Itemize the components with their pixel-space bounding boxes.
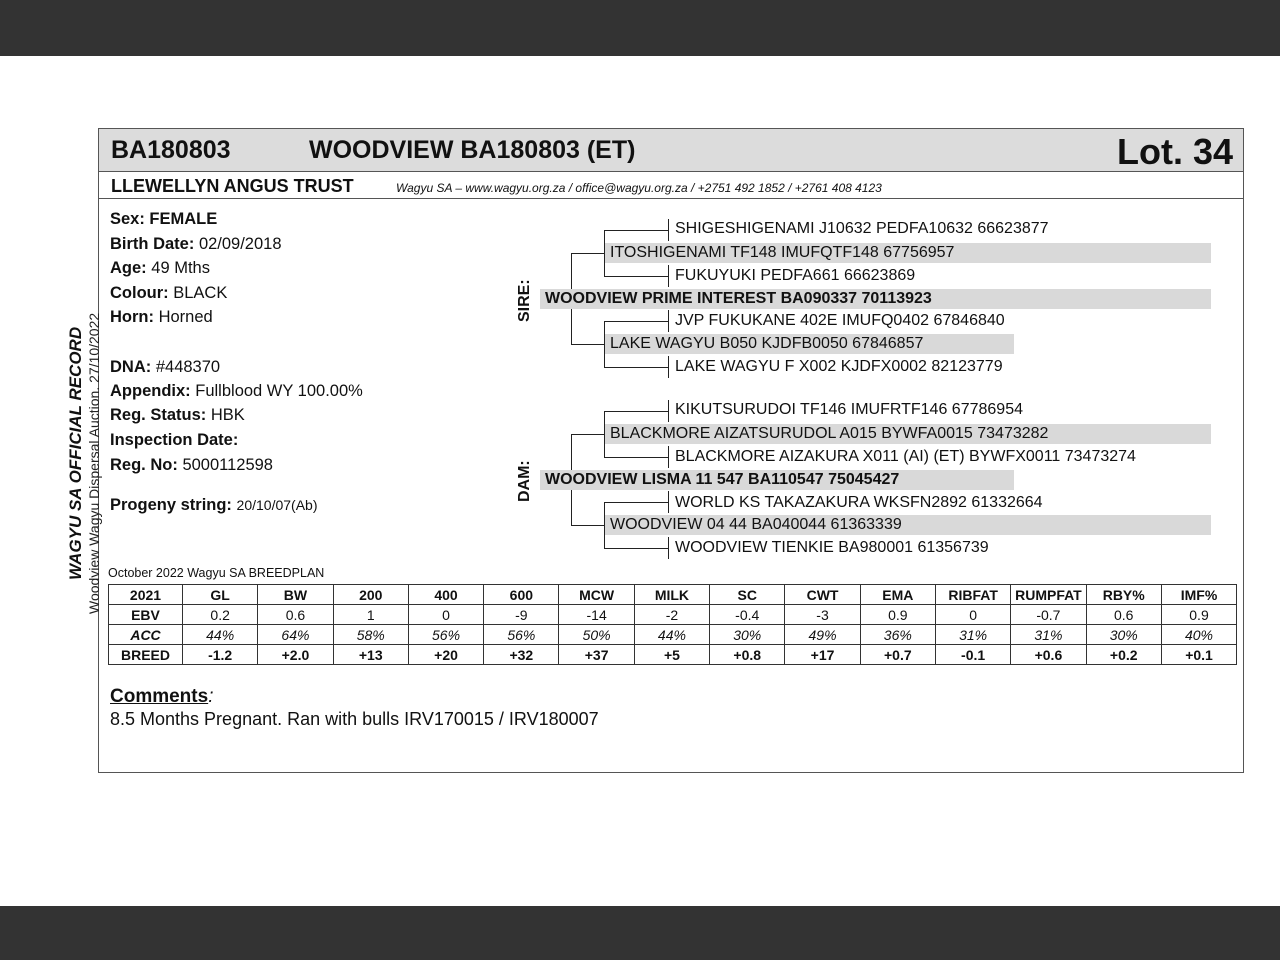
colour-label: Colour: <box>110 284 169 302</box>
table-cell: 30% <box>1086 625 1161 645</box>
pedigree-line <box>571 525 604 526</box>
table-cell: +13 <box>333 645 408 665</box>
reg-no-value: 5000112598 <box>182 456 273 474</box>
pedigree-sire-sire-sire: SHIGESHIGENAMI J10632 PEDFA10632 66623877 <box>675 220 1049 237</box>
auction-label: Woodview Wagyu Dispersal Auction. 27/10/2022 <box>86 312 102 614</box>
pedigree-line <box>668 400 669 422</box>
table-cell: 50% <box>559 625 634 645</box>
progeny-value: 20/10/07(Ab) <box>236 497 318 513</box>
pedigree-line <box>668 446 669 468</box>
reg-status-label: Reg. Status: <box>110 406 207 424</box>
colour-field <box>110 284 227 303</box>
table-cell: 36% <box>860 625 935 645</box>
birth-date-label: Birth Date: <box>110 235 195 253</box>
reg-no-label: Reg. No: <box>110 456 178 474</box>
header-cell: MCW <box>559 585 634 605</box>
pedigree-line <box>668 219 669 241</box>
comments-text: 8.5 Months Pregnant. Ran with bulls IRV170015 / IRV180007 <box>110 709 599 729</box>
pedigree-line <box>571 253 604 254</box>
pedigree-line <box>668 537 669 559</box>
table-cell: 0.2 <box>183 605 258 625</box>
table-cell: +37 <box>559 645 634 665</box>
table-cell: +0.1 <box>1161 645 1236 665</box>
comments-colon: : <box>208 686 214 707</box>
table-cell: -0.4 <box>710 605 785 625</box>
pedigree-dam-sire: BLACKMORE AIZATSURUDOL A015 BYWFA0015 73473282 <box>605 424 1211 444</box>
pedigree-sire-sire-dam: FUKUYUKI PEDFA661 66623869 <box>675 267 916 284</box>
table-cell: -1.2 <box>183 645 258 665</box>
title-bar <box>99 129 1243 172</box>
pedigree-line <box>604 457 669 458</box>
pedigree-line <box>668 310 669 332</box>
table-cell: 0 <box>408 605 483 625</box>
table-row <box>109 585 1237 605</box>
inspection-date-label: Inspection Date: <box>110 431 239 449</box>
table-cell: 0.6 <box>258 605 333 625</box>
table-cell: +0.6 <box>1011 645 1086 665</box>
breedplan-table <box>108 584 1237 665</box>
table-cell: 0 <box>935 605 1010 625</box>
table-cell: 30% <box>710 625 785 645</box>
table-cell: 0.9 <box>860 605 935 625</box>
table-row <box>109 605 1237 625</box>
pedigree-dam-dam-sire: WORLD KS TAKAZAKURA WKSFN2892 61332664 <box>675 494 1043 511</box>
header-cell: 600 <box>484 585 559 605</box>
header-cell: CWT <box>785 585 860 605</box>
pedigree-sire-dam-dam: LAKE WAGYU F X002 KJDFX0002 82123779 <box>675 358 1003 375</box>
progeny-label: Progeny string: <box>110 496 232 514</box>
pedigree-dam-sire-sire: KIKUTSURUDOI TF146 IMUFRTF146 67786954 <box>675 401 1023 418</box>
appendix-value: Fullblood WY 100.00% <box>195 382 363 400</box>
lot-number: Lot. 34 <box>1116 131 1233 172</box>
table-cell: -0.1 <box>935 645 1010 665</box>
header-cell: IMF% <box>1161 585 1236 605</box>
pedigree-line <box>571 434 604 435</box>
pedigree-line <box>604 230 669 231</box>
table-cell: +5 <box>634 645 709 665</box>
header-cell: RUMPFAT <box>1011 585 1086 605</box>
table-cell: 0.6 <box>1086 605 1161 625</box>
header-cell: GL <box>183 585 258 605</box>
table-cell: -3 <box>785 605 860 625</box>
top-letterbox-bar <box>0 0 1280 56</box>
reg-status-field <box>110 406 245 425</box>
table-row <box>109 625 1237 645</box>
age-value: 49 Mths <box>151 259 210 277</box>
pedigree-line <box>668 356 669 378</box>
owner-row <box>99 172 1243 199</box>
table-cell: +0.7 <box>860 645 935 665</box>
header-cell: 400 <box>408 585 483 605</box>
dna-label: DNA: <box>110 358 152 376</box>
pedigree-line <box>571 344 604 345</box>
table-cell: 56% <box>408 625 483 645</box>
table-cell: -9 <box>484 605 559 625</box>
horn-value: Horned <box>158 308 213 326</box>
pedigree-dam-dam-dam: WOODVIEW TIENKIE BA980001 61356739 <box>675 539 989 556</box>
appendix-field <box>110 382 363 401</box>
pedigree-dam-sire-dam: BLACKMORE AIZAKURA X011 (AI) (ET) BYWFX0011 73473274 <box>675 448 1136 465</box>
table-cell: +2.0 <box>258 645 333 665</box>
reg-no-field <box>110 456 273 475</box>
table-row <box>109 645 1237 665</box>
header-cell: EMA <box>860 585 935 605</box>
dam-label: DAM: <box>516 460 533 502</box>
header-cell: BW <box>258 585 333 605</box>
header-cell: SC <box>710 585 785 605</box>
row-label: EBV <box>109 605 183 625</box>
table-cell: 44% <box>634 625 709 645</box>
owner-name: LLEWELLYN ANGUS TRUST <box>111 176 354 196</box>
contact-info: Wagyu SA – www.wagyu.org.za / office@wagyu.org.za / +2751 492 1852 / +2761 408 4123 <box>396 181 882 195</box>
table-cell: 44% <box>183 625 258 645</box>
sex-field <box>110 210 217 229</box>
pedigree-sire-sire: ITOSHIGENAMI TF148 IMUFQTF148 67756957 <box>605 243 1211 263</box>
official-record-label: WAGYU SA OFFICIAL RECORD <box>66 326 85 580</box>
inspection-date-field <box>110 431 238 450</box>
row-label: ACC <box>109 625 183 645</box>
table-cell: +0.2 <box>1086 645 1161 665</box>
pedigree-line <box>604 367 669 368</box>
registration-code: BA180803 <box>111 136 231 164</box>
header-cell: RIBFAT <box>935 585 1010 605</box>
header-cell: RBY% <box>1086 585 1161 605</box>
pedigree-dam-dam: WOODVIEW 04 44 BA040044 61363339 <box>605 515 1211 535</box>
table-cell: 1 <box>333 605 408 625</box>
table-cell: -14 <box>559 605 634 625</box>
birth-date-field <box>110 235 282 254</box>
comments-heading <box>110 686 213 708</box>
dna-value: #448370 <box>155 358 221 376</box>
header-cell: 2021 <box>109 585 183 605</box>
progeny-field <box>110 496 317 515</box>
pedigree-line <box>604 548 669 549</box>
header-cell: MILK <box>634 585 709 605</box>
pedigree-dam: WOODVIEW LISMA 11 547 BA110547 75045427 <box>540 470 1014 490</box>
comments-label: Comments <box>110 686 209 707</box>
table-cell: 0.9 <box>1161 605 1236 625</box>
table-cell: 31% <box>935 625 1010 645</box>
table-cell: 49% <box>785 625 860 645</box>
pedigree-sire: WOODVIEW PRIME INTEREST BA090337 70113923 <box>540 289 1211 309</box>
table-cell: 40% <box>1161 625 1236 645</box>
bottom-letterbox-bar <box>0 906 1280 960</box>
sire-label: SIRE: <box>516 279 533 322</box>
age-field <box>110 259 210 278</box>
sex-text: Sex: FEMALE <box>110 210 218 228</box>
dna-field <box>110 358 220 377</box>
table-cell: 31% <box>1011 625 1086 645</box>
reg-status-value: HBK <box>210 406 245 424</box>
pedigree-line <box>604 502 669 503</box>
pedigree-line <box>668 491 669 513</box>
header-cell: 200 <box>333 585 408 605</box>
pedigree-line <box>668 265 669 287</box>
colour-value: BLACK <box>173 284 228 302</box>
pedigree-line <box>604 276 669 277</box>
pedigree-line <box>604 321 669 322</box>
horn-label: Horn: <box>110 308 154 326</box>
animal-name: WOODVIEW BA180803 (ET) <box>309 136 636 164</box>
pedigree-sire-dam-sire: JVP FUKUKANE 402E IMUFQ0402 67846840 <box>675 312 1005 329</box>
appendix-label: Appendix: <box>110 382 191 400</box>
table-cell: 58% <box>333 625 408 645</box>
table-cell: +20 <box>408 645 483 665</box>
age-label: Age: <box>110 259 147 277</box>
pedigree-line <box>604 411 669 412</box>
table-cell: +0.8 <box>710 645 785 665</box>
pedigree-sire-dam: LAKE WAGYU B050 KJDFB0050 67846857 <box>605 334 1014 354</box>
breedplan-title: October 2022 Wagyu SA BREEDPLAN <box>108 566 325 580</box>
table-cell: +32 <box>484 645 559 665</box>
horn-field <box>110 308 213 327</box>
birth-date-value: 02/09/2018 <box>198 235 282 253</box>
table-cell: -2 <box>634 605 709 625</box>
table-cell: 56% <box>484 625 559 645</box>
table-cell: -0.7 <box>1011 605 1086 625</box>
table-cell: 64% <box>258 625 333 645</box>
table-cell: +17 <box>785 645 860 665</box>
row-label: BREED <box>109 645 183 665</box>
